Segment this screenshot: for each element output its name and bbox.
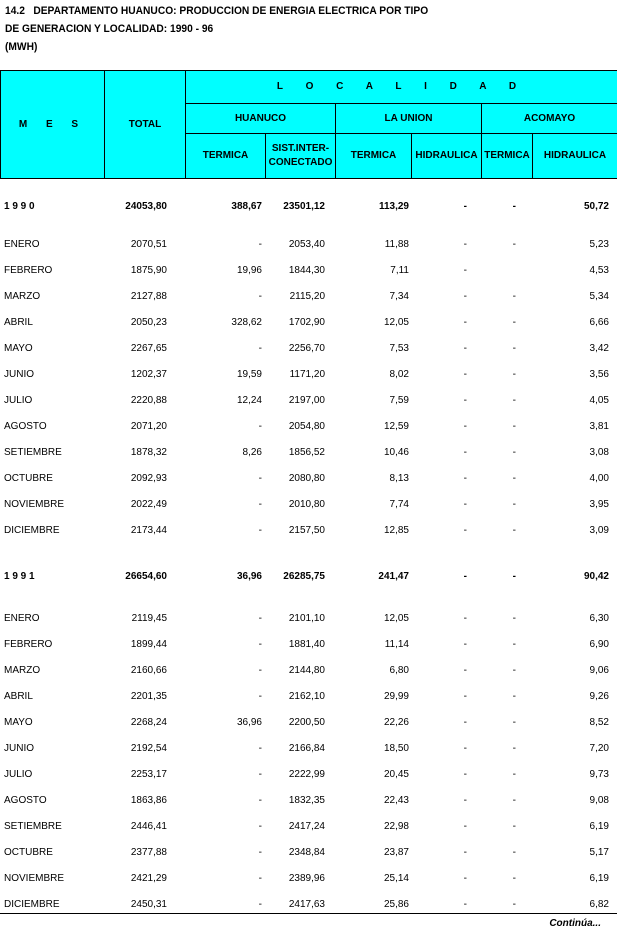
cell-mes: OCTUBRE bbox=[4, 847, 53, 858]
cell-achid: 3,42 bbox=[589, 343, 609, 354]
cell-luterm: 22,43 bbox=[383, 795, 409, 806]
cell-luhid: - bbox=[463, 499, 467, 510]
cell-luhid: - bbox=[463, 473, 467, 484]
cell-term: - bbox=[258, 291, 262, 302]
cell-mes: NOVIEMBRE bbox=[4, 499, 65, 510]
cell-mes: AGOSTO bbox=[4, 421, 47, 432]
cell-luterm: 12,05 bbox=[383, 317, 409, 328]
cell-sist: 1171,20 bbox=[289, 369, 325, 380]
cell-achid: 3,95 bbox=[589, 499, 609, 510]
cell-sist: 1881,40 bbox=[288, 639, 325, 650]
cell-luterm: 12,85 bbox=[383, 525, 409, 536]
cell-achid: 5,34 bbox=[589, 291, 609, 302]
header-la-union-termica: TERMICA bbox=[336, 134, 412, 179]
cell-total: 2421,29 bbox=[130, 873, 167, 884]
cell-acterm: - bbox=[512, 395, 516, 406]
header-huanuco: HUANUCO bbox=[186, 104, 336, 134]
cell-total: 24053,80 bbox=[125, 201, 167, 212]
cell-luterm: 22,98 bbox=[383, 821, 409, 832]
cell-luhid: - bbox=[463, 369, 467, 380]
cell-acterm: - bbox=[512, 639, 516, 650]
cell-total: 2192,54 bbox=[130, 743, 167, 754]
table-row bbox=[0, 898, 617, 912]
cell-acterm: - bbox=[512, 613, 516, 624]
cell-luhid: - bbox=[463, 717, 467, 728]
cell-acterm: - bbox=[512, 447, 516, 458]
cell-achid: 6,19 bbox=[589, 873, 609, 884]
cell-luterm: 8,13 bbox=[389, 473, 409, 484]
cell-mes: FEBRERO bbox=[4, 265, 53, 276]
cell-luterm: 12,59 bbox=[383, 421, 409, 432]
cell-acterm: - bbox=[512, 473, 516, 484]
cell-term: 36,96 bbox=[236, 571, 262, 582]
cell-mes: JULIO bbox=[4, 395, 33, 406]
cell-achid: 6,90 bbox=[589, 639, 609, 650]
cell-acterm: - bbox=[512, 317, 516, 328]
continues-note: Continúa... bbox=[549, 918, 601, 929]
cell-mes: ABRIL bbox=[4, 317, 33, 328]
cell-mes: MAYO bbox=[4, 717, 33, 728]
cell-term: - bbox=[258, 899, 262, 910]
cell-luterm: 20,45 bbox=[383, 769, 409, 780]
table-row bbox=[0, 742, 617, 756]
cell-acterm: - bbox=[512, 201, 516, 212]
cell-achid: 6,30 bbox=[589, 613, 609, 624]
cell-luterm: 7,11 bbox=[390, 265, 409, 276]
cell-achid: 7,20 bbox=[589, 743, 609, 754]
cell-term: - bbox=[258, 473, 262, 484]
cell-term: - bbox=[258, 743, 262, 754]
table-row bbox=[0, 446, 617, 460]
cell-total: 26654,60 bbox=[125, 571, 167, 582]
table-row bbox=[0, 394, 617, 408]
cell-total: 2071,20 bbox=[130, 421, 167, 432]
title-line-2: DE GENERACION Y LOCALIDAD: 1990 - 96 bbox=[5, 23, 214, 35]
cell-total: 2220,88 bbox=[130, 395, 167, 406]
cell-achid: 4,05 bbox=[589, 395, 609, 406]
cell-mes: 1 9 9 1 bbox=[4, 571, 35, 582]
cell-achid: 3,09 bbox=[589, 525, 609, 536]
header-la-union-hidraulica: HIDRAULICA bbox=[412, 134, 482, 179]
cell-luhid: - bbox=[463, 447, 467, 458]
cell-mes: SETIEMBRE bbox=[4, 447, 62, 458]
cell-term: 36,96 bbox=[236, 717, 262, 728]
cell-acterm: - bbox=[512, 665, 516, 676]
cell-total: 2119,45 bbox=[131, 613, 167, 624]
cell-luhid: - bbox=[463, 291, 467, 302]
cell-total: 2160,66 bbox=[130, 665, 167, 676]
table-row bbox=[0, 872, 617, 886]
cell-achid: 6,19 bbox=[589, 821, 609, 832]
cell-acterm: - bbox=[512, 525, 516, 536]
cell-sist: 2200,50 bbox=[288, 717, 325, 728]
cell-sist: 1702,90 bbox=[288, 317, 325, 328]
cell-sist: 2054,80 bbox=[288, 421, 325, 432]
cell-mes: SETIEMBRE bbox=[4, 821, 62, 832]
cell-term: - bbox=[258, 665, 262, 676]
cell-total: 2268,24 bbox=[130, 717, 167, 728]
table-row bbox=[0, 264, 617, 278]
cell-sist: 2053,40 bbox=[288, 239, 325, 250]
header-acomayo-termica: TERMICA bbox=[482, 134, 533, 179]
cell-luhid: - bbox=[463, 769, 467, 780]
cell-luhid: - bbox=[463, 343, 467, 354]
cell-total: 2450,31 bbox=[130, 899, 167, 910]
table-row bbox=[0, 768, 617, 782]
cell-sist: 2144,80 bbox=[288, 665, 325, 676]
cell-achid: 4,53 bbox=[589, 265, 609, 276]
table-bottom-rule bbox=[0, 913, 617, 914]
header-acomayo-hidraulica: HIDRAULICA bbox=[533, 134, 617, 179]
cell-luhid: - bbox=[463, 873, 467, 884]
cell-total: 2050,23 bbox=[130, 317, 167, 328]
table-row bbox=[0, 664, 617, 678]
cell-acterm: - bbox=[512, 691, 516, 702]
cell-sist: 2157,50 bbox=[288, 525, 325, 536]
cell-term: 19,59 bbox=[236, 369, 262, 380]
cell-achid: 6,82 bbox=[589, 899, 609, 910]
cell-luterm: 25,14 bbox=[383, 873, 409, 884]
cell-luhid: - bbox=[463, 691, 467, 702]
cell-achid: 50,72 bbox=[583, 201, 609, 212]
cell-luhid: - bbox=[463, 795, 467, 806]
cell-luhid: - bbox=[463, 317, 467, 328]
cell-sist: 2166,84 bbox=[288, 743, 325, 754]
cell-luterm: 25,86 bbox=[383, 899, 409, 910]
cell-luhid: - bbox=[463, 239, 467, 250]
table-row bbox=[0, 716, 617, 730]
cell-luhid: - bbox=[463, 639, 467, 650]
cell-achid: 9,08 bbox=[589, 795, 609, 806]
table-row bbox=[0, 472, 617, 486]
cell-term: 328,62 bbox=[231, 317, 262, 328]
table-row bbox=[0, 420, 617, 434]
cell-acterm: - bbox=[512, 899, 516, 910]
cell-sist: 2222,99 bbox=[288, 769, 325, 780]
cell-mes: JULIO bbox=[4, 769, 33, 780]
cell-luhid: - bbox=[463, 899, 467, 910]
cell-achid: 5,23 bbox=[589, 239, 609, 250]
header-sist-interconectado: SIST.INTER- CONECTADO bbox=[266, 134, 336, 179]
table-row bbox=[0, 794, 617, 808]
title-text-1: DEPARTAMENTO HUANUCO: PRODUCCION DE ENERGIA ELECTRICA POR TIPO bbox=[33, 5, 429, 17]
cell-sist: 1832,35 bbox=[288, 795, 325, 806]
cell-acterm: - bbox=[512, 343, 516, 354]
cell-total: 2173,44 bbox=[130, 525, 167, 536]
cell-luhid: - bbox=[463, 421, 467, 432]
cell-mes: ENERO bbox=[4, 613, 40, 624]
cell-acterm: - bbox=[512, 421, 516, 432]
cell-luhid: - bbox=[463, 395, 467, 406]
cell-achid: 6,66 bbox=[589, 317, 609, 328]
cell-mes: JUNIO bbox=[4, 369, 34, 380]
table-row bbox=[0, 342, 617, 356]
cell-term: - bbox=[258, 343, 262, 354]
cell-term: 12,24 bbox=[236, 395, 262, 406]
cell-total: 2127,88 bbox=[130, 291, 167, 302]
cell-mes: 1 9 9 0 bbox=[4, 201, 35, 212]
cell-acterm: - bbox=[512, 743, 516, 754]
cell-luterm: 113,29 bbox=[378, 201, 409, 212]
cell-term: - bbox=[258, 873, 262, 884]
table-row bbox=[0, 524, 617, 538]
cell-acterm: - bbox=[512, 717, 516, 728]
cell-luterm: 18,50 bbox=[383, 743, 409, 754]
table-row bbox=[0, 690, 617, 704]
cell-total: 1202,37 bbox=[130, 369, 167, 380]
cell-sist: 1856,52 bbox=[288, 447, 325, 458]
cell-term: 19,96 bbox=[236, 265, 262, 276]
cell-achid: 3,81 bbox=[589, 421, 609, 432]
cell-mes: ENERO bbox=[4, 239, 40, 250]
cell-luhid: - bbox=[463, 847, 467, 858]
cell-sist: 2080,80 bbox=[288, 473, 325, 484]
cell-total: 2070,51 bbox=[130, 239, 167, 250]
cell-sist: 2417,24 bbox=[288, 821, 325, 832]
table-row bbox=[0, 290, 617, 304]
cell-luhid: - bbox=[463, 201, 467, 212]
table-row bbox=[0, 368, 617, 382]
cell-acterm: - bbox=[512, 571, 516, 582]
cell-luhid: - bbox=[463, 743, 467, 754]
cell-sist: 2010,80 bbox=[288, 499, 325, 510]
cell-luhid: - bbox=[463, 525, 467, 536]
cell-mes: FEBRERO bbox=[4, 639, 53, 650]
cell-term: 8,26 bbox=[242, 447, 262, 458]
cell-acterm: - bbox=[512, 291, 516, 302]
cell-luterm: 11,88 bbox=[384, 239, 409, 250]
cell-achid: 8,52 bbox=[589, 717, 609, 728]
cell-luterm: 241,47 bbox=[378, 571, 409, 582]
table-header bbox=[0, 70, 617, 179]
cell-acterm: - bbox=[512, 499, 516, 510]
cell-achid: 5,17 bbox=[589, 847, 609, 858]
cell-mes: JUNIO bbox=[4, 743, 34, 754]
cell-acterm: - bbox=[512, 847, 516, 858]
cell-achid: 9,26 bbox=[589, 691, 609, 702]
cell-acterm: - bbox=[512, 239, 516, 250]
cell-term: 388,67 bbox=[231, 201, 262, 212]
cell-mes: MAYO bbox=[4, 343, 33, 354]
cell-term: - bbox=[258, 639, 262, 650]
cell-term: - bbox=[258, 525, 262, 536]
cell-achid: 3,56 bbox=[589, 369, 609, 380]
cell-sist: 2197,00 bbox=[288, 395, 325, 406]
cell-sist: 2389,96 bbox=[288, 873, 325, 884]
title-unit: (MWH) bbox=[5, 41, 38, 53]
cell-acterm: - bbox=[512, 821, 516, 832]
table-number: 14.2 bbox=[5, 5, 25, 17]
cell-acterm: - bbox=[512, 795, 516, 806]
cell-luterm: 8,02 bbox=[389, 369, 409, 380]
cell-sist: 23501,12 bbox=[283, 201, 325, 212]
cell-sist: 1844,30 bbox=[288, 265, 325, 276]
cell-luhid: - bbox=[463, 665, 467, 676]
table-row bbox=[0, 846, 617, 860]
cell-acterm: - bbox=[512, 873, 516, 884]
page-title bbox=[5, 2, 563, 56]
header-la-union: LA UNION bbox=[336, 104, 482, 134]
cell-total: 2253,17 bbox=[130, 769, 167, 780]
cell-total: 2092,93 bbox=[130, 473, 167, 484]
cell-sist: 26285,75 bbox=[283, 571, 325, 582]
cell-luhid: - bbox=[463, 613, 467, 624]
cell-luhid: - bbox=[463, 571, 467, 582]
table-row bbox=[0, 316, 617, 330]
header-localidad: L O C A L I D A D bbox=[186, 71, 617, 104]
cell-term: - bbox=[258, 769, 262, 780]
title-line-1 bbox=[5, 2, 563, 20]
cell-mes: MARZO bbox=[4, 291, 41, 302]
cell-total: 1863,86 bbox=[130, 795, 167, 806]
cell-term: - bbox=[258, 821, 262, 832]
table-row bbox=[0, 238, 617, 252]
cell-term: - bbox=[258, 421, 262, 432]
cell-sist: 2101,10 bbox=[288, 613, 325, 624]
cell-luterm: 23,87 bbox=[383, 847, 409, 858]
cell-achid: 9,06 bbox=[589, 665, 609, 676]
header-mes: M E S bbox=[1, 71, 105, 179]
cell-mes: DICIEMBRE bbox=[4, 899, 60, 910]
cell-luterm: 12,05 bbox=[383, 613, 409, 624]
table-row bbox=[0, 498, 617, 512]
cell-sist: 2348,84 bbox=[288, 847, 325, 858]
cell-mes: MARZO bbox=[4, 665, 41, 676]
cell-total: 1875,90 bbox=[130, 265, 167, 276]
cell-total: 2446,41 bbox=[130, 821, 167, 832]
header-total: TOTAL bbox=[105, 71, 186, 179]
table-row bbox=[0, 820, 617, 834]
cell-sist: 2417,63 bbox=[288, 899, 325, 910]
year-total-row bbox=[0, 570, 617, 584]
cell-sist: 2162,10 bbox=[288, 691, 325, 702]
cell-achid: 3,08 bbox=[589, 447, 609, 458]
cell-luterm: 7,59 bbox=[389, 395, 409, 406]
header-huanuco-termica: TERMICA bbox=[186, 134, 266, 179]
cell-luterm: 11,14 bbox=[384, 639, 409, 650]
header-acomayo: ACOMAYO bbox=[482, 104, 617, 134]
cell-term: - bbox=[258, 795, 262, 806]
cell-term: - bbox=[258, 499, 262, 510]
cell-achid: 4,00 bbox=[589, 473, 609, 484]
cell-luterm: 10,46 bbox=[383, 447, 409, 458]
cell-total: 2201,35 bbox=[130, 691, 167, 702]
cell-luterm: 29,99 bbox=[383, 691, 409, 702]
cell-mes: DICIEMBRE bbox=[4, 525, 60, 536]
cell-acterm: - bbox=[512, 369, 516, 380]
cell-luterm: 7,34 bbox=[389, 291, 409, 302]
cell-total: 1899,44 bbox=[130, 639, 167, 650]
cell-total: 2022,49 bbox=[130, 499, 167, 510]
cell-luhid: - bbox=[463, 821, 467, 832]
cell-luhid: - bbox=[463, 265, 467, 276]
cell-achid: 9,73 bbox=[589, 769, 609, 780]
cell-luterm: 7,53 bbox=[389, 343, 409, 354]
table-row bbox=[0, 638, 617, 652]
table-row bbox=[0, 612, 617, 626]
cell-achid: 90,42 bbox=[583, 571, 609, 582]
cell-sist: 2115,20 bbox=[289, 291, 325, 302]
cell-sist: 2256,70 bbox=[288, 343, 325, 354]
year-total-row bbox=[0, 200, 617, 214]
cell-mes: AGOSTO bbox=[4, 795, 47, 806]
cell-acterm: - bbox=[512, 769, 516, 780]
cell-mes: ABRIL bbox=[4, 691, 33, 702]
cell-term: - bbox=[258, 613, 262, 624]
cell-total: 1878,32 bbox=[130, 447, 167, 458]
cell-luterm: 7,74 bbox=[389, 499, 409, 510]
cell-term: - bbox=[258, 847, 262, 858]
cell-total: 2377,88 bbox=[130, 847, 167, 858]
cell-luterm: 6,80 bbox=[389, 665, 409, 676]
cell-mes: NOVIEMBRE bbox=[4, 873, 65, 884]
cell-total: 2267,65 bbox=[130, 343, 167, 354]
cell-term: - bbox=[258, 691, 262, 702]
cell-mes: OCTUBRE bbox=[4, 473, 53, 484]
cell-luterm: 22,26 bbox=[383, 717, 409, 728]
cell-term: - bbox=[258, 239, 262, 250]
